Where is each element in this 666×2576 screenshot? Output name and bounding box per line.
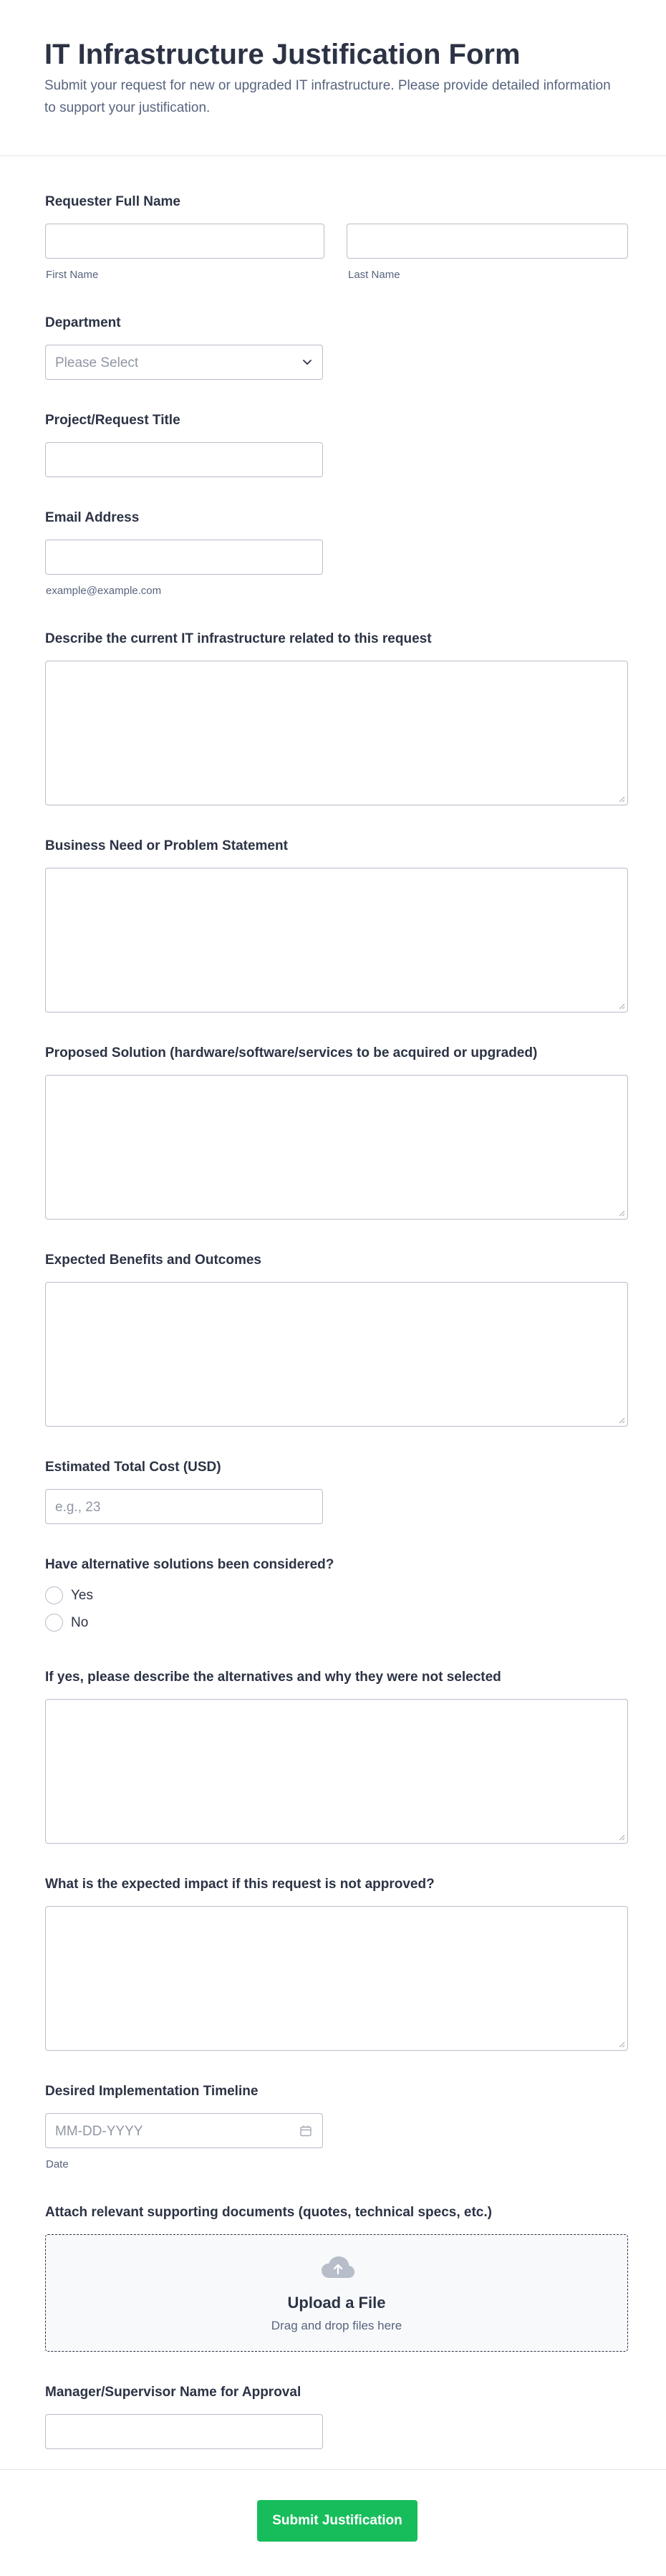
upload-subtitle: Drag and drop files here	[271, 2319, 402, 2332]
alternatives-desc-textarea[interactable]	[45, 1699, 628, 1844]
cost-input[interactable]	[45, 1489, 323, 1524]
timeline-date-input[interactable]	[45, 2113, 323, 2148]
form-header	[0, 0, 666, 156]
radio-yes-label: Yes	[71, 1587, 93, 1603]
resize-grip-icon[interactable]	[618, 1834, 625, 1841]
first-name-input[interactable]	[45, 224, 324, 259]
timeline-label: Desired Implementation Timeline	[45, 2084, 259, 2099]
department-placeholder: Please Select	[55, 355, 139, 370]
full-name-label: Requester Full Name	[45, 194, 180, 209]
impact-label: What is the expected impact if this request is not approved?	[45, 1877, 435, 1892]
manager-name-input[interactable]	[45, 2414, 323, 2449]
benefits-textarea[interactable]	[45, 1282, 628, 1427]
project-title-label: Project/Request Title	[45, 413, 180, 428]
calendar-icon[interactable]	[299, 2125, 312, 2137]
current-infra-label: Describe the current IT infrastructure related to this request	[45, 631, 432, 646]
proposed-solution-label: Proposed Solution (hardware/software/services to be acquired or upgraded)	[45, 1045, 538, 1060]
alternatives-label: Have alternative solutions been considered?	[45, 1557, 334, 1572]
resize-grip-icon[interactable]	[618, 1417, 625, 1424]
form-footer	[0, 2469, 666, 2576]
cost-label: Estimated Total Cost (USD)	[45, 1460, 221, 1475]
last-name-sublabel: Last Name	[348, 269, 400, 281]
attachments-label: Attach relevant supporting documents (quotes, technical specs, etc.)	[45, 2205, 492, 2220]
radio-no-label: No	[71, 1614, 89, 1630]
proposed-solution-textarea[interactable]	[45, 1075, 628, 1220]
benefits-label: Expected Benefits and Outcomes	[45, 1253, 261, 1268]
cloud-upload-icon	[320, 2255, 356, 2281]
email-label: Email Address	[45, 510, 140, 525]
business-need-label: Business Need or Problem Statement	[45, 838, 288, 853]
timeline-placeholder: MM-DD-YYYY	[55, 2124, 143, 2139]
manager-label: Manager/Supervisor Name for Approval	[45, 2385, 301, 2400]
resize-grip-icon[interactable]	[618, 1210, 625, 1217]
radio-yes[interactable]	[45, 1586, 93, 1604]
current-infra-textarea[interactable]	[45, 661, 628, 805]
first-name-sublabel: First Name	[46, 269, 99, 281]
submit-button[interactable]: Submit Justification	[257, 2500, 418, 2542]
chevron-down-icon	[302, 357, 312, 367]
project-title-input[interactable]	[45, 442, 323, 477]
radio-no[interactable]	[45, 1614, 88, 1632]
alternatives-desc-label: If yes, please describe the alternatives and why they were not selected	[45, 1670, 501, 1685]
impact-textarea[interactable]	[45, 1906, 628, 2051]
resize-grip-icon[interactable]	[618, 1002, 625, 1010]
timeline-sublabel: Date	[46, 2158, 69, 2170]
radio-yes-circle[interactable]	[45, 1586, 63, 1604]
form-title: IT Infrastructure Justification Form	[44, 39, 521, 70]
last-name-input[interactable]	[347, 224, 628, 259]
email-sublabel: example@example.com	[46, 585, 162, 597]
email-input[interactable]	[45, 540, 323, 575]
upload-title: Upload a File	[287, 2294, 386, 2312]
department-label: Department	[45, 315, 121, 330]
file-upload-dropzone[interactable]	[45, 2234, 628, 2352]
cost-placeholder: e.g., 23	[55, 1500, 101, 1515]
department-select[interactable]	[45, 345, 323, 380]
radio-no-circle[interactable]	[45, 1614, 63, 1632]
resize-grip-icon[interactable]	[618, 795, 625, 803]
business-need-textarea[interactable]	[45, 868, 628, 1012]
resize-grip-icon[interactable]	[618, 2041, 625, 2048]
form-subtitle: Submit your request for new or upgraded IT infrastructure. Please provide detailed information to support your justification.	[44, 78, 611, 116]
